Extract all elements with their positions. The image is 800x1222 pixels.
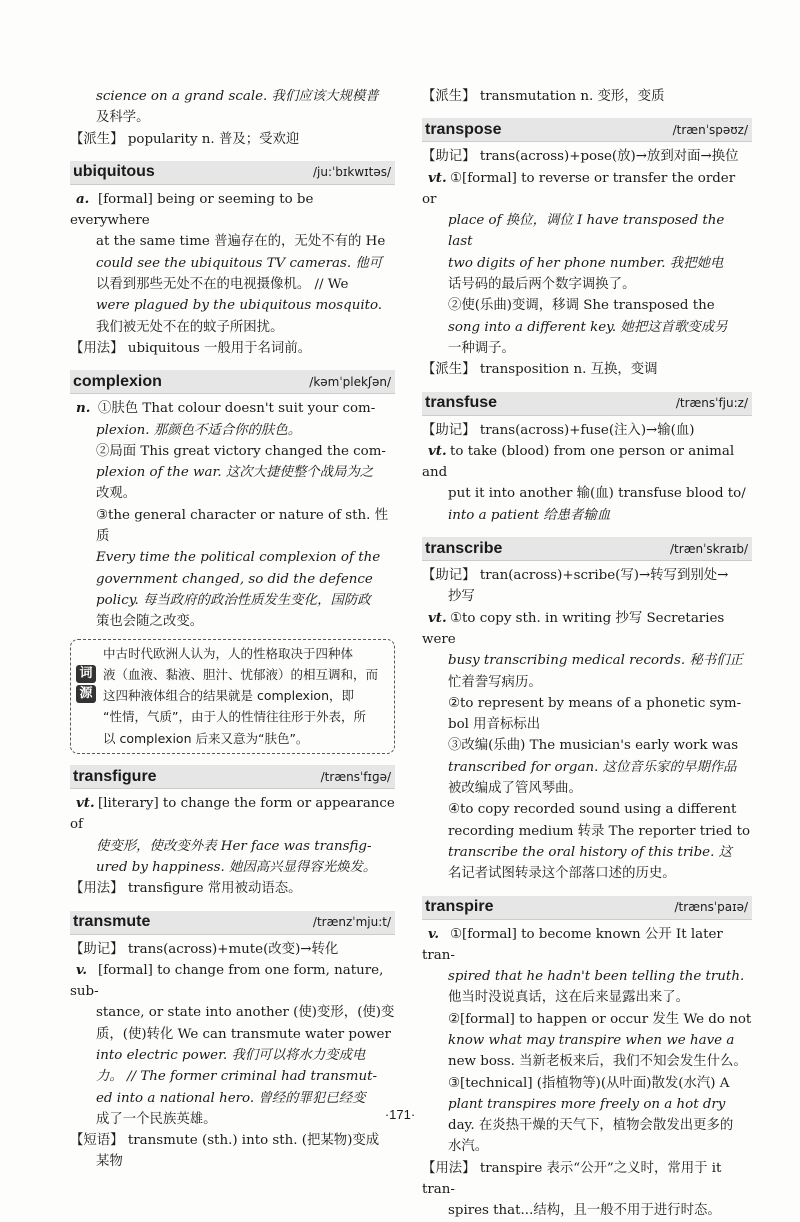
etymology-line: 以 complexion 后来又意为“肤色”。 bbox=[103, 730, 309, 746]
def-line: 一种调子。 bbox=[448, 340, 515, 356]
def-line: 话号码的最后两个数字调换了。 bbox=[448, 277, 636, 293]
def-line: into a patient 给患者输血 bbox=[448, 507, 611, 523]
def-line: 水汽。 bbox=[448, 1139, 489, 1155]
def-line: transcribe the oral history of this tribe. 这 bbox=[448, 844, 732, 860]
headword: transfuse bbox=[425, 394, 498, 412]
def-line: at the same time 普遍存在的，无处不有的 He bbox=[96, 234, 386, 250]
mnemonic-line: 【助记】 trans(across)+pose(放)→放到对面→换位 bbox=[422, 149, 739, 165]
usage-line: 【用法】 ubiquitous 一般用于名词前。 bbox=[70, 340, 312, 356]
def-line: policy. 每当政府的政治性质发生变化，国防政 bbox=[96, 592, 371, 608]
headword: transfigure bbox=[73, 767, 157, 785]
def-line: ③[technical] (指植物等)(从叶面)散发(水汽) A bbox=[448, 1075, 730, 1091]
part-of-speech: a. bbox=[76, 190, 90, 207]
def-line: new boss. 当新老板来后，我们不知会发生什么。 bbox=[448, 1054, 747, 1070]
def-line: ured by happiness. 她因高兴显得容光焕发。 bbox=[96, 859, 377, 875]
part-of-speech: vt. bbox=[428, 169, 447, 186]
def-line: song into a different key. 她把这首歌变成另 bbox=[448, 319, 728, 335]
part-of-speech: vt. bbox=[428, 609, 447, 626]
headword-bar bbox=[70, 161, 395, 185]
def-line: recording medium 转录 The reporter tried to bbox=[448, 823, 751, 839]
headword-bar bbox=[422, 392, 752, 416]
def-line: 质，(使)转化 We can transmute water power bbox=[96, 1026, 391, 1042]
derivative-line: 【派生】 transmutation n. 变形，变质 bbox=[422, 89, 665, 104]
usage-line: 【用法】 transpire 表示“公开”之义时，常用于 it tran- bbox=[422, 1160, 722, 1198]
left-column bbox=[70, 86, 395, 1173]
def-line: stance, or state into another (使)变形，(使)变 bbox=[96, 1005, 395, 1021]
headword: transcribe bbox=[425, 539, 503, 557]
def-line: bol 用音标标出 bbox=[448, 717, 541, 733]
def-line: ②局面 This great victory changed the com- bbox=[96, 443, 386, 459]
page-number: ·171· bbox=[384, 1107, 416, 1122]
def-line: 改观。 bbox=[96, 486, 137, 502]
def-line: put it into another 输(血) transfuse blood to/ bbox=[448, 486, 746, 502]
mnemonic-line: 【助记】 trans(across)+mute(改变)→转化 bbox=[70, 941, 339, 957]
def-line: ①[formal] to become known 公开 It later tran- bbox=[422, 926, 723, 963]
def-line: 名记者试图转录这个部落口述的历史。 bbox=[448, 866, 676, 882]
def-line: plexion of the war. 这次大捷使整个战局为之 bbox=[96, 465, 374, 481]
headword-bar bbox=[70, 370, 395, 394]
mnemonic-line: 抄写 bbox=[448, 589, 475, 605]
def-line: [formal] being or seeming to be everywhere bbox=[70, 191, 314, 229]
def-line: 以看到那些无处不在的电视摄像机。 // We bbox=[96, 277, 349, 293]
def-line: ④to copy recorded sound using a different bbox=[448, 802, 737, 818]
headword: transpose bbox=[425, 120, 502, 138]
def-line: busy transcribing medical records. 秘书们正 bbox=[448, 653, 743, 669]
def-line: plexion. 那颜色不适合你的肤色。 bbox=[96, 422, 302, 438]
headword-bar bbox=[422, 537, 752, 561]
def-line: ②[formal] to happen or occur 发生 We do not bbox=[448, 1011, 752, 1027]
def-line: ②使(乐曲)变调，移调 She transposed the bbox=[448, 298, 715, 314]
def-line: know what may transpire when we have a bbox=[448, 1032, 735, 1048]
right-column bbox=[422, 86, 752, 1222]
pronunciation: /trænsˈfɪɡə/ bbox=[320, 769, 391, 784]
text-line: 及科学。 bbox=[96, 110, 150, 126]
def-line: plant transpires more freely on a hot dry bbox=[448, 1096, 726, 1112]
def-line: 我们被无处不在的蚊子所困扰。 bbox=[96, 319, 284, 335]
pronunciation: /trænsˈfju:z/ bbox=[675, 396, 748, 411]
usage-line: 【用法】 transfigure 常用被动语态。 bbox=[70, 881, 302, 897]
def-line: ①肤色 That colour doesn't suit your com- bbox=[98, 401, 376, 417]
part-of-speech: vt. bbox=[428, 442, 447, 459]
def-line: ①to copy sth. in writing 抄写 Secretaries were bbox=[422, 610, 725, 647]
pronunciation: /trænzˈmju:t/ bbox=[312, 915, 391, 929]
etymology-badge: 词 源 bbox=[75, 664, 97, 704]
def-line: into electric power. 我们可以将水力变成电 bbox=[96, 1047, 366, 1063]
def-line: were plagued by the ubiquitous mosquito. bbox=[96, 298, 383, 314]
def-line: 策也会随之改变。 bbox=[96, 614, 204, 630]
etymology-line: 液（血液、黏液、胆汁、忧郁液）的相互调和，而 bbox=[103, 666, 379, 682]
def-line: place of 换位，调位 I have transposed the last bbox=[448, 213, 725, 250]
def-line: 成了一个民族英雄。 bbox=[96, 1111, 217, 1127]
usage-line: spires that...结构，且一般不用于进行时态。 bbox=[448, 1203, 721, 1219]
pronunciation: /trænsˈpaɪə/ bbox=[674, 900, 748, 914]
derivative-line: 【派生】 popularity n. 普及；受欢迎 bbox=[70, 131, 300, 147]
mnemonic-line: 【助记】 trans(across)+fuse(注入)→输(血) bbox=[422, 422, 695, 438]
def-line: two digits of her phone number. 我把她电 bbox=[448, 255, 724, 271]
text-line: science on a grand scale. 我们应该大规模普 bbox=[96, 89, 379, 104]
etymology-line: 这四种液体组合的结果就是 complexion，即 bbox=[103, 688, 354, 704]
def-line: 忙着誊写病历。 bbox=[448, 674, 542, 690]
phrase-line: 某物 bbox=[96, 1154, 123, 1170]
def-line: 他当时没说真话，这在后来显露出来了。 bbox=[448, 990, 690, 1006]
def-line: ③改编(乐曲) The musician's early work was bbox=[448, 738, 739, 754]
part-of-speech: n. bbox=[76, 400, 91, 417]
headword: transpire bbox=[425, 898, 494, 915]
derivative-line: 【派生】 transposition n. 互换，变调 bbox=[422, 362, 658, 378]
part-of-speech: v. bbox=[76, 961, 88, 978]
headword-bar bbox=[70, 765, 395, 789]
def-line: 力。 // The former criminal had transmut- bbox=[96, 1069, 377, 1085]
headword: ubiquitous bbox=[73, 163, 155, 181]
pronunciation: /trænˈspəʊz/ bbox=[672, 122, 748, 137]
def-line: Every time the political complexion of the bbox=[96, 550, 381, 566]
def-line: ②to represent by means of a phonetic sym- bbox=[448, 695, 742, 711]
headword-bar bbox=[422, 118, 752, 142]
def-line: ①[formal] to reverse or transfer the order or bbox=[422, 170, 736, 207]
pronunciation: /kəmˈplekʃən/ bbox=[309, 374, 391, 389]
part-of-speech: vt. bbox=[76, 795, 95, 812]
def-line: day. 在炎热干燥的天气下，植物会散发出更多的 bbox=[448, 1118, 734, 1134]
part-of-speech: v. bbox=[428, 925, 440, 942]
def-line: could see the ubiquitous TV cameras. 他可 bbox=[96, 255, 383, 271]
def-line: to take (blood) from one person or animal and bbox=[422, 443, 735, 481]
pronunciation: /ju:ˈbɪkwɪtəs/ bbox=[312, 165, 391, 180]
headword-bar bbox=[70, 911, 395, 935]
def-line: ed into a national hero. 曾经的罪犯已经变 bbox=[96, 1090, 366, 1106]
headword: transmute bbox=[73, 913, 151, 930]
def-line: [literary] to change the form or appearance of bbox=[70, 796, 395, 833]
def-line: [formal] to change from one form, nature, sub- bbox=[70, 962, 384, 1000]
pronunciation: /trænˈskraɪb/ bbox=[670, 541, 748, 556]
etymology-box bbox=[70, 639, 395, 754]
def-line: transcribed for organ. 这位音乐家的早期作品 bbox=[448, 759, 737, 775]
def-line: spired that he hadn't been telling the truth. bbox=[448, 969, 745, 985]
etymology-line: 中古时代欧洲人认为，人的性格取决于四种体 bbox=[103, 645, 354, 661]
def-line: 使变形，使改变外表 Her face was transfig- bbox=[96, 838, 372, 854]
def-line: ③the general character or nature of sth. 性质 bbox=[96, 507, 389, 545]
mnemonic-line: 【助记】 tran(across)+scribe(写)→转写到别处→ bbox=[422, 568, 729, 584]
headword-bar bbox=[422, 896, 752, 920]
phrase-line: 【短语】 transmute (sth.) into sth. (把某物)变成 bbox=[70, 1133, 380, 1149]
etymology-line: “性情，气质”，由于人的性情往往形于外表，所 bbox=[103, 709, 366, 725]
def-line: government changed, so did the defence bbox=[96, 571, 373, 587]
headword: complexion bbox=[73, 372, 162, 390]
def-line: 被改编成了管风琴曲。 bbox=[448, 781, 582, 797]
